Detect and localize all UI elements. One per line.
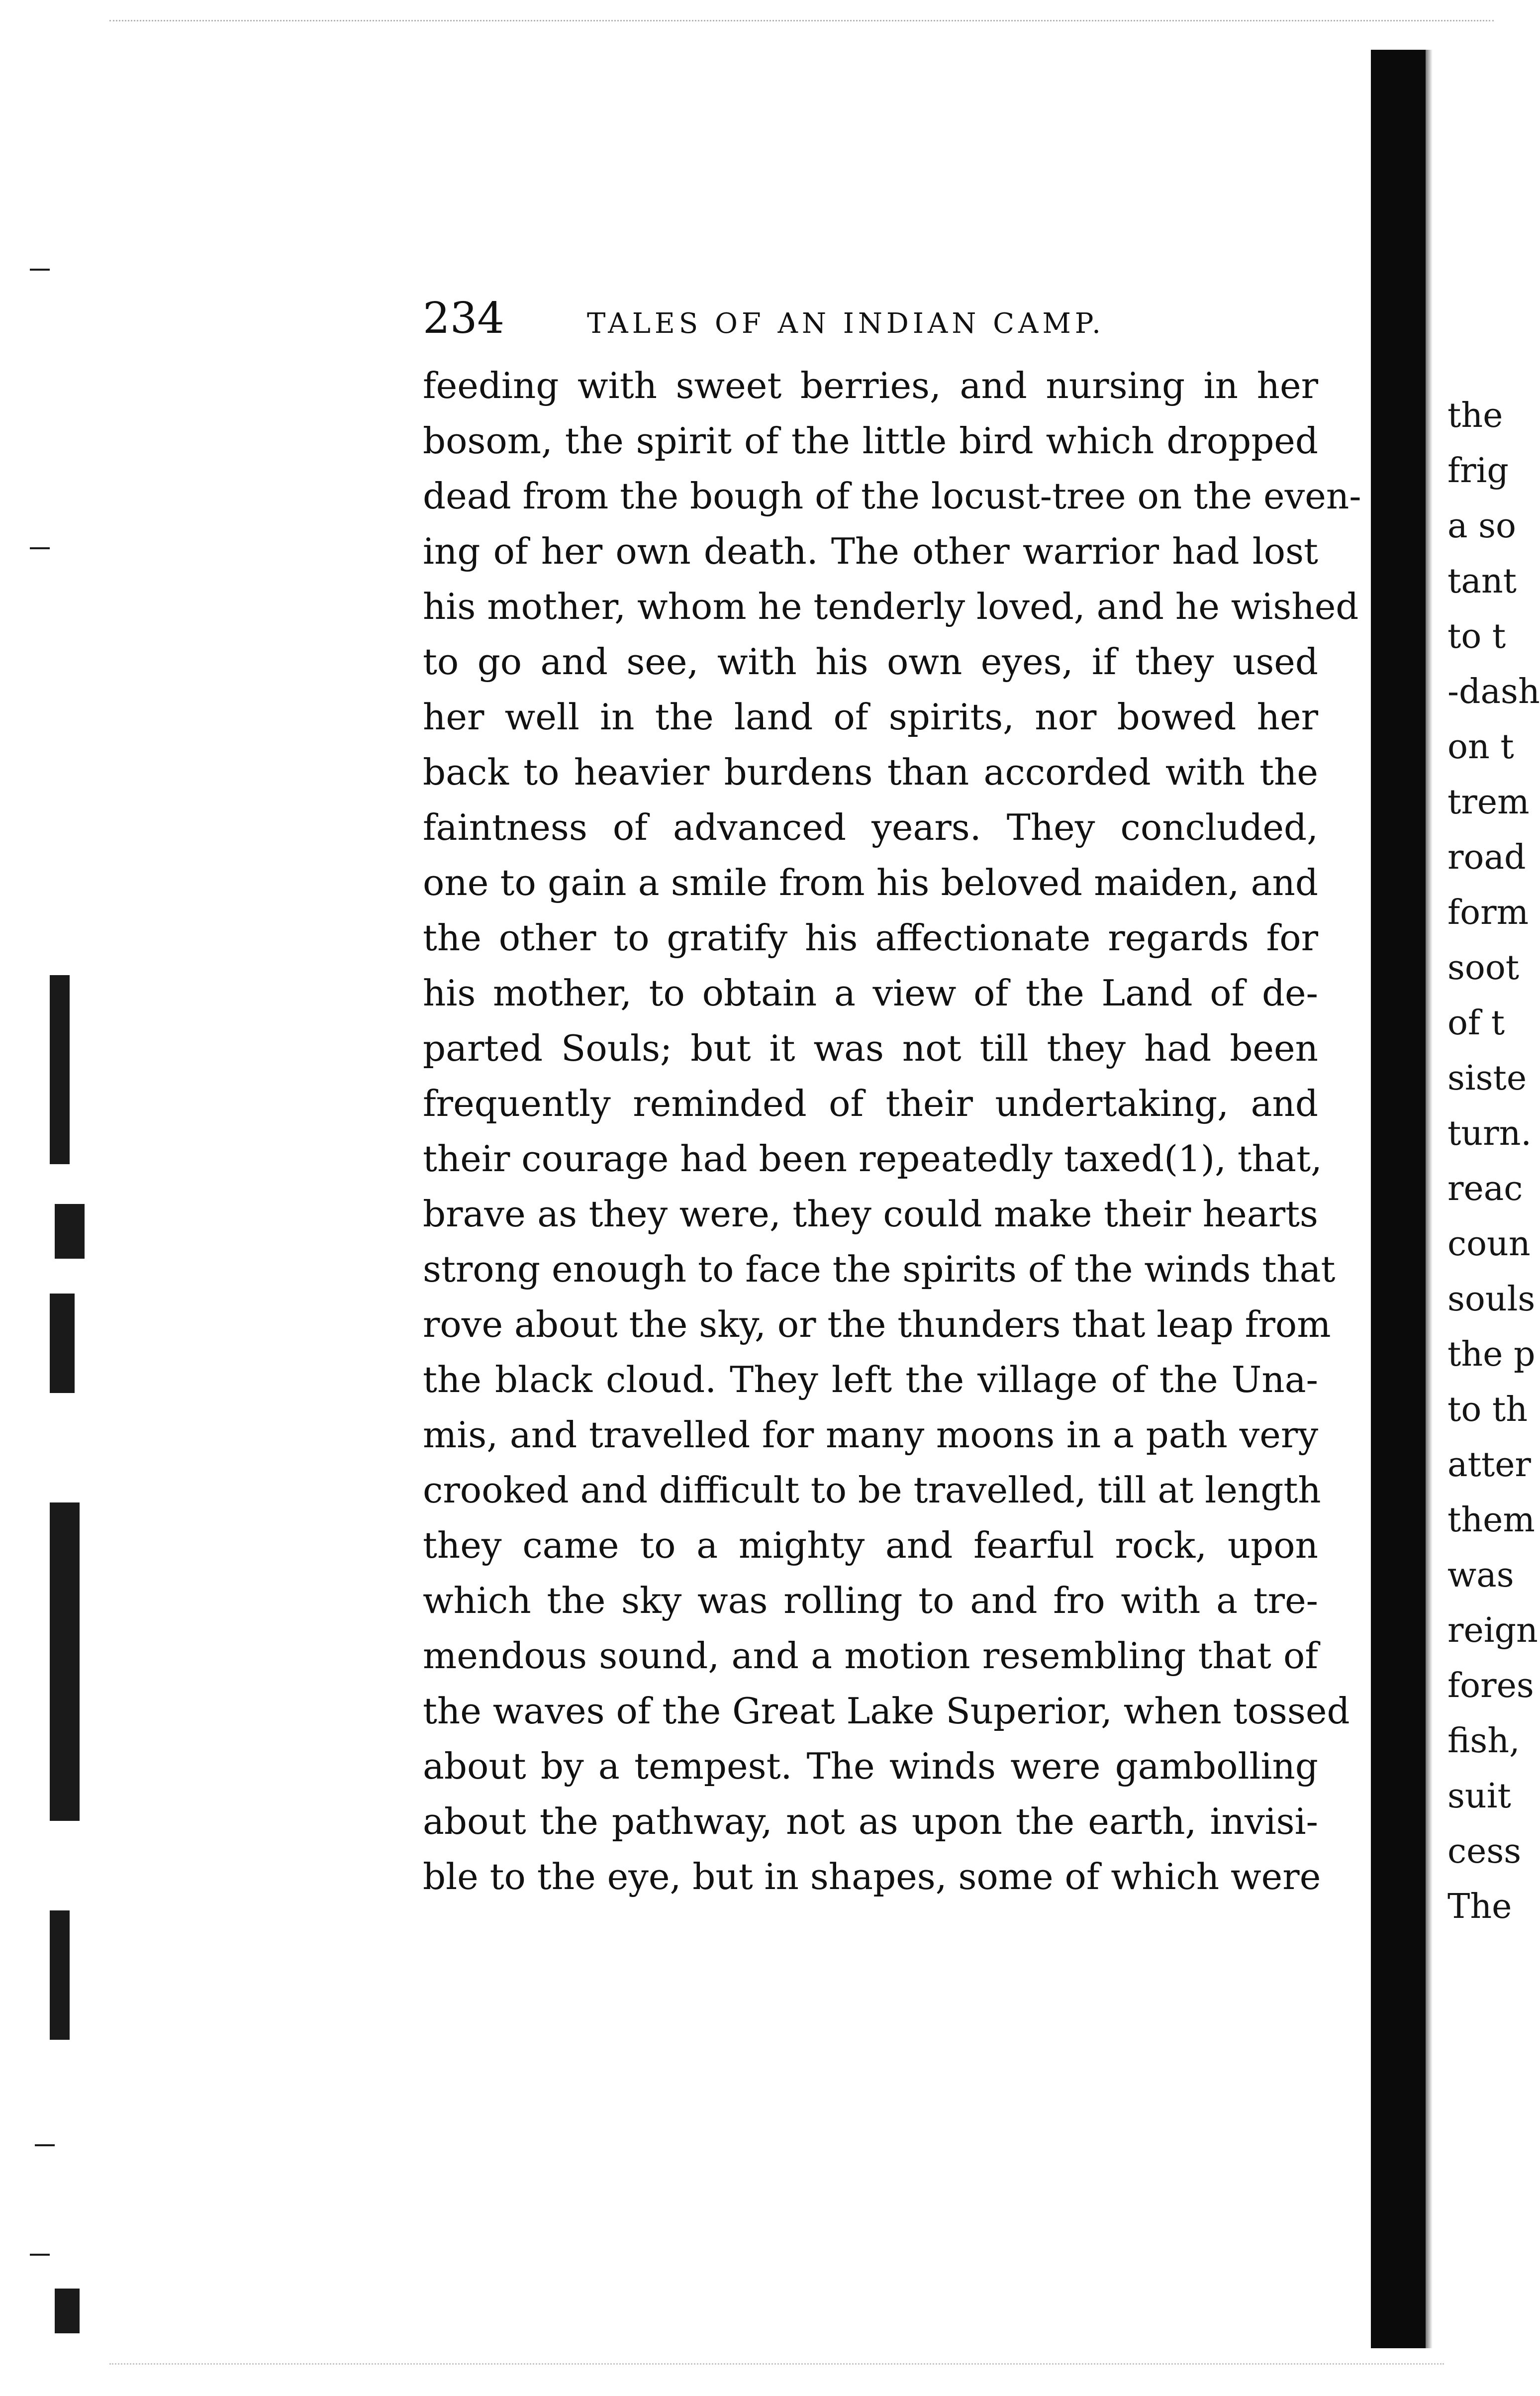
facing-line: was — [1447, 1556, 1514, 1595]
binding-gutter-shadow — [1426, 50, 1433, 2348]
facing-line: reac — [1447, 1169, 1523, 1208]
facing-line: fish, — [1447, 1721, 1520, 1761]
text-line: rove about the sky, or the thunders that leap from — [423, 1303, 1331, 1345]
facing-line: siste — [1447, 1059, 1527, 1098]
text-line: ing of her own death. The other warrior had lost — [423, 530, 1318, 572]
scan-border-bottom — [109, 2363, 1444, 2370]
facing-line: form — [1447, 893, 1529, 932]
text-line: her well in the land of spirits, nor bowed her — [423, 696, 1318, 738]
text-line: dead from the bough of the locust-tree on the even- — [423, 475, 1361, 517]
running-title: TALES OF AN INDIAN CAMP. — [587, 307, 1105, 340]
scan-border-top — [109, 20, 1494, 26]
facing-line: -dash — [1447, 672, 1540, 711]
text-line: brave as they were, they could make their hearts — [423, 1193, 1318, 1235]
facing-line: soot — [1447, 948, 1520, 988]
facing-line: them — [1447, 1500, 1535, 1540]
facing-line: atter — [1447, 1445, 1531, 1485]
body-text — [423, 358, 1361, 1904]
facing-line: turn. — [1447, 1114, 1532, 1153]
text-line: they came to a mighty and fearful rock, upon — [423, 1524, 1318, 1566]
facing-line: cess — [1447, 1832, 1522, 1871]
text-line: crooked and difficult to be travelled, till at length — [423, 1469, 1321, 1511]
facing-page-fragments — [1447, 388, 1540, 1934]
facing-line: to t — [1447, 617, 1506, 656]
text-line: his mother, to obtain a view of the Land of de- — [423, 972, 1318, 1014]
facing-line: frig — [1447, 451, 1509, 491]
facing-line: suit — [1447, 1777, 1511, 1816]
text-line: his mother, whom he tenderly loved, and he wished — [423, 586, 1359, 627]
facing-line: tant — [1447, 562, 1517, 601]
text-line: the black cloud. They left the village of the Una- — [423, 1359, 1318, 1400]
text-line: the waves of the Great Lake Superior, when tossed — [423, 1690, 1350, 1732]
text-line: one to gain a smile from his beloved maiden, and — [423, 862, 1318, 903]
facing-line: a so — [1447, 506, 1516, 546]
text-line: their courage had been repeatedly taxed(1), that, — [423, 1138, 1322, 1180]
scan-edge-artifacts — [0, 0, 119, 2396]
facing-line: to th — [1447, 1390, 1528, 1429]
text-line: feeding with sweet berries, and nursing in her — [423, 365, 1318, 406]
text-line: mis, and travelled for many moons in a path very — [423, 1414, 1318, 1456]
text-line: to go and see, with his own eyes, if they used — [423, 641, 1318, 683]
text-line: faintness of advanced years. They concluded, — [423, 806, 1318, 848]
text-line: which the sky was rolling to and fro with a tre- — [423, 1580, 1318, 1621]
text-line: mendous sound, and a motion resembling that of — [423, 1635, 1318, 1677]
facing-line: road — [1447, 838, 1526, 877]
facing-line: the p — [1447, 1335, 1536, 1374]
facing-line: on t — [1447, 727, 1514, 767]
facing-line: the — [1447, 396, 1503, 435]
facing-line: reign — [1447, 1611, 1538, 1650]
text-line: about by a tempest. The winds were gambolling — [423, 1745, 1318, 1787]
facing-line: souls — [1447, 1280, 1536, 1319]
text-line: the other to gratify his affectionate regards for — [423, 917, 1318, 959]
text-line: ble to the eye, but in shapes, some of which were — [423, 1856, 1321, 1897]
book-page — [423, 294, 1361, 1904]
text-line: back to heavier burdens than accorded with the — [423, 751, 1318, 793]
text-line: parted Souls; but it was not till they had been — [423, 1027, 1318, 1069]
text-line: bosom, the spirit of the little bird which dropped — [423, 420, 1318, 462]
facing-line: trem — [1447, 783, 1530, 822]
facing-line: of t — [1447, 1003, 1505, 1043]
facing-line: fores — [1447, 1666, 1534, 1705]
page-number: 234 — [423, 294, 505, 343]
text-line: about the pathway, not as upon the earth, invisi- — [423, 1800, 1318, 1842]
facing-line: The — [1447, 1887, 1512, 1926]
text-line: strong enough to face the spirits of the winds that — [423, 1248, 1336, 1290]
page-header — [423, 294, 1328, 348]
binding-gutter — [1371, 50, 1426, 2348]
facing-line: coun — [1447, 1224, 1531, 1264]
text-line: frequently reminded of their undertaking, and — [423, 1083, 1318, 1124]
